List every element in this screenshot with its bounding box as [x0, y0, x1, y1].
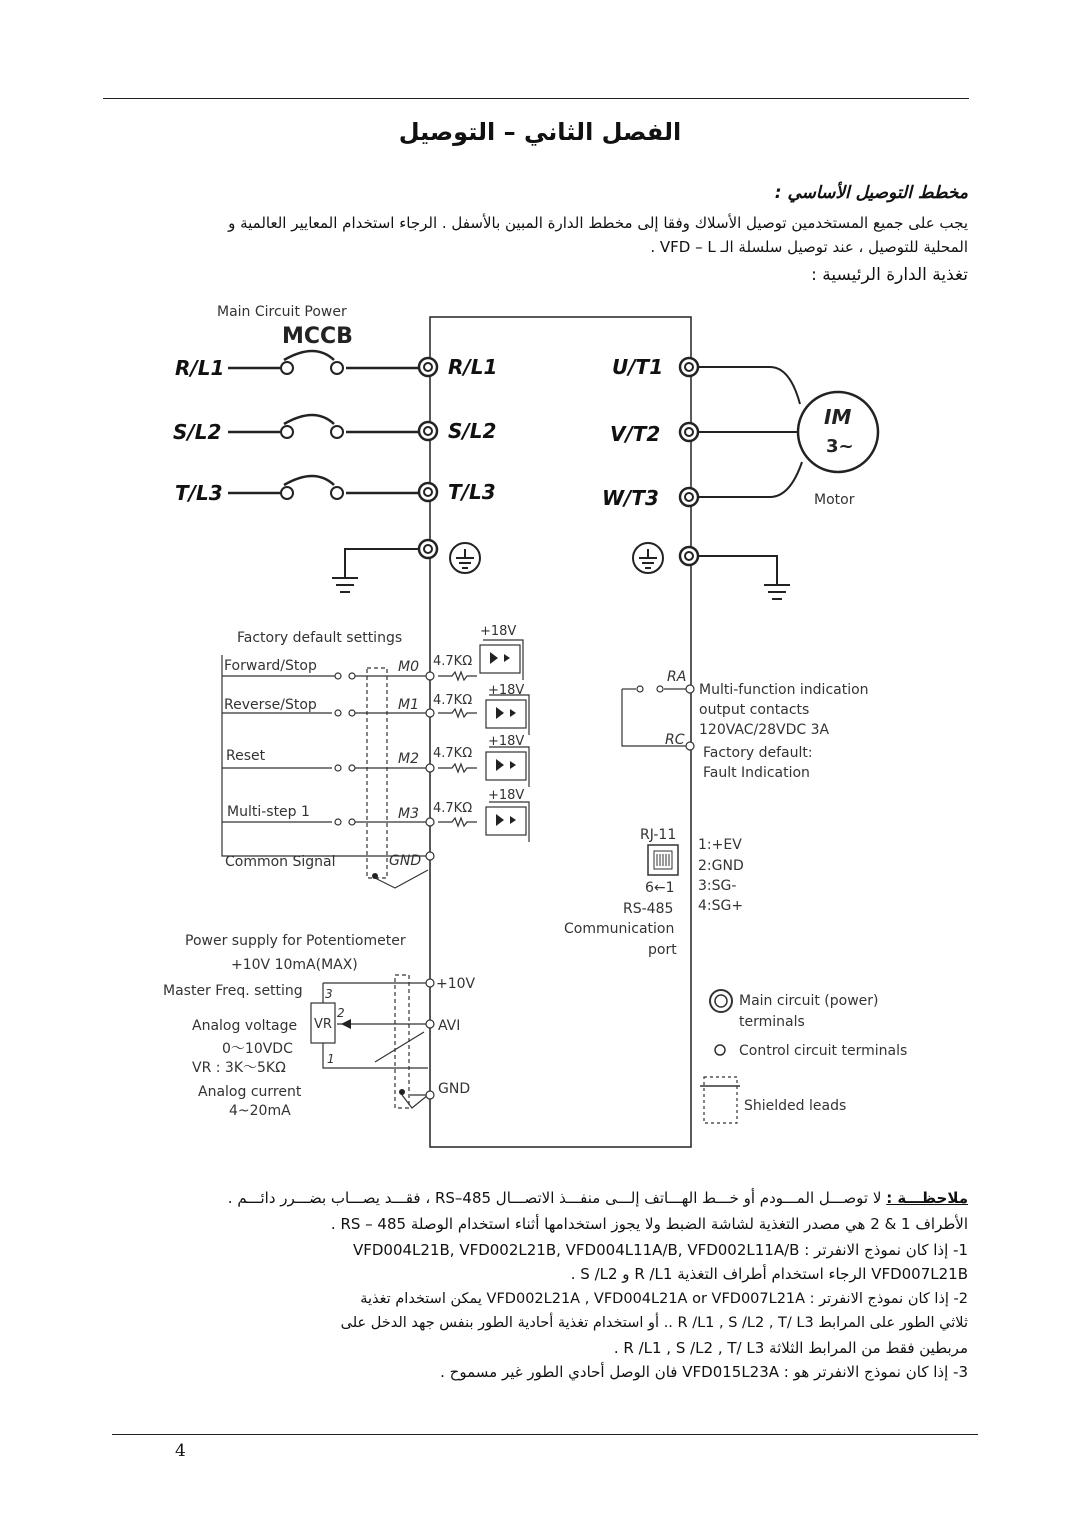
pot-text-2: +10V 10mA(MAX)	[231, 957, 358, 973]
communication-label: Communication	[564, 921, 675, 937]
page-number: 4	[175, 1441, 186, 1461]
svg-text:4.7KΩ: 4.7KΩ	[433, 693, 473, 708]
intro-line-2: المحلية للتوصيل ، عند توصيل سلسلة الـ VFD – L .	[650, 238, 968, 256]
terminal-m1: M1	[398, 697, 419, 713]
intro-line-1: يجب على جميع المستخدمين توصيل الأسلاك وفقا إلى مخطط الدارة المبين بالأسفل . الرجاء استخدام المعايير العالمية و	[228, 214, 968, 232]
motor-im: IM	[824, 405, 852, 429]
rj-pin-4: 4:SG+	[698, 898, 744, 914]
input-multistep-label: Multi-step 1	[227, 804, 310, 820]
rj11-label: RJ-11	[640, 827, 677, 843]
terminal-m2: M2	[398, 751, 419, 767]
terminal-gnd: GND	[389, 853, 422, 869]
relay-text-5: Fault Indication	[703, 765, 810, 781]
note-line-3: 1- إذا كان نموذج الانفرتر : VFD004L21B, VFD002L21B, VFD004L11A/B, VFD002L11A/B	[352, 1241, 968, 1259]
relay-text-2: output contacts	[699, 702, 810, 718]
legend-main-1: Main circuit (power)	[739, 993, 879, 1009]
pot-text-7: Analog current	[198, 1084, 302, 1100]
pot-text-6: VR : 3K～5KΩ	[192, 1060, 286, 1076]
pot-text-3: Master Freq. setting	[163, 983, 303, 999]
note-label: ملاحظـــة :	[886, 1189, 968, 1207]
relay-rc: RC	[665, 732, 685, 748]
bottom-rule	[112, 1434, 978, 1435]
power-heading: تغذية الدارة الرئيسية :	[811, 265, 968, 285]
svg-text:+18V: +18V	[488, 788, 525, 803]
terminal-v-t2: V/T2	[610, 422, 661, 446]
chapter-title: الفصل الثاني – التوصيل	[398, 118, 682, 146]
top-rule	[103, 98, 969, 99]
input-forward-stop-label: Forward/Stop	[224, 658, 317, 674]
pot-text-4: Analog voltage	[192, 1018, 298, 1034]
legend-main-2: terminals	[739, 1014, 805, 1030]
svg-text:2: 2	[337, 1006, 345, 1020]
note-line-1: ملاحظـــة : لا توصـــل المـــودم أو خـــط الهـــاتف إلـــى منفـــذ الاتصـــال RS–485 ، فقـــد يصـــاب بضـــرر دائـــم .	[227, 1189, 968, 1207]
factory-default-label: Factory default settings	[237, 630, 403, 646]
motor-phase: 3~	[826, 436, 854, 457]
input-left-s: S/L2	[173, 420, 222, 444]
relay-ra: RA	[667, 669, 687, 685]
terminal-u-t1: U/T1	[612, 355, 664, 379]
svg-text:+18V: +18V	[488, 734, 525, 749]
legend-shielded: Shielded leads	[744, 1098, 847, 1114]
rj-pin-order: 6←1	[645, 880, 675, 896]
note-line-8: 3- إذا كان نموذج الانفرتر هو : VFD015L23A فان الوصل أحادي الطور غير مسموح .	[440, 1363, 968, 1381]
terminal-plus10v: +10V	[436, 976, 476, 992]
main-circuit-legend-icon	[710, 990, 732, 1012]
pot-text-1: Power supply for Potentiometer	[185, 933, 406, 949]
section-heading: مخطط التوصيل الأساسي :	[774, 183, 968, 203]
terminal-w-t3: W/T3	[602, 486, 659, 510]
relay-text-3: 120VAC/28VDC 3A	[699, 722, 830, 738]
control-circuit-legend-icon	[715, 1045, 725, 1055]
input-reset-label: Reset	[226, 748, 266, 764]
input-reverse-stop-label: Reverse/Stop	[224, 697, 317, 713]
vr-label: VR	[314, 1017, 332, 1032]
rj-pin-1: 1:+EV	[698, 837, 742, 853]
svg-text:4.7KΩ: 4.7KΩ	[433, 746, 473, 761]
svg-text:4.7KΩ: 4.7KΩ	[433, 801, 473, 816]
rj-pin-2: 2:GND	[698, 858, 744, 874]
terminal-avi: AVI	[438, 1018, 461, 1034]
motor-label: Motor	[814, 492, 855, 508]
note-line-6: ثلاثي الطور على المرابط R /L1 , S /L2 , T/ L3 .. أو استخدام تغذية أحادية الطور بنفس جهد الدخل على	[340, 1315, 968, 1331]
svg-text:3: 3	[325, 987, 333, 1001]
pot-text-8: 4~20mA	[229, 1103, 291, 1119]
note-line-2: الأطراف 1 & 2 هي مصدر التغذية لشاشة الضبط ولا يجوز استخدامها أثناء استخدام الوصلة RS – 485 .	[330, 1215, 968, 1233]
relay-text-4: Factory default:	[703, 745, 813, 761]
input-left-t: T/L3	[175, 481, 223, 505]
svg-text:4.7KΩ: 4.7KΩ	[433, 654, 473, 669]
wiring-diagram	[0, 290, 1080, 1160]
main-circuit-power-label: Main Circuit Power	[217, 304, 347, 320]
port-label: port	[648, 942, 677, 958]
optocoupler-group	[433, 624, 529, 842]
svg-text:1: 1	[327, 1052, 335, 1066]
terminal-t-l3: T/L3	[448, 480, 496, 504]
shielded-leads-legend-icon	[704, 1077, 737, 1123]
motor-circle	[798, 392, 878, 472]
relay-text-1: Multi-function indication	[699, 682, 869, 698]
rs485-label: RS-485	[623, 901, 674, 917]
note-line-4: VFD007L21B الرجاء استخدام أطراف التغذية R /L1 و S /L2 .	[570, 1265, 968, 1283]
svg-text:+18V: +18V	[488, 683, 525, 698]
svg-text:+18V: +18V	[480, 624, 517, 639]
rj-pin-3: 3:SG-	[698, 878, 737, 894]
terminal-m0: M0	[398, 659, 419, 675]
terminal-gnd2: GND	[438, 1081, 471, 1097]
note-line-7: مربطين فقط من المرابط الثلاثة R /L1 , S /L2 , T/ L3 .	[613, 1339, 968, 1357]
legend-control: Control circuit terminals	[739, 1043, 908, 1059]
input-left-r: R/L1	[175, 356, 225, 380]
terminal-r-l1: R/L1	[448, 355, 498, 379]
pot-text-5: 0～10VDC	[222, 1041, 293, 1057]
mccb-label: MCCB	[282, 324, 353, 349]
note-line-5: 2- إذا كان نموذج الانفرتر : VFD002L21A , VFD004L21A or VFD007L21A يمكن استخدام تغذية	[360, 1291, 968, 1307]
terminal-s-l2: S/L2	[448, 419, 497, 443]
common-signal-label: Common Signal	[225, 854, 336, 870]
terminal-m3: M3	[398, 806, 419, 822]
